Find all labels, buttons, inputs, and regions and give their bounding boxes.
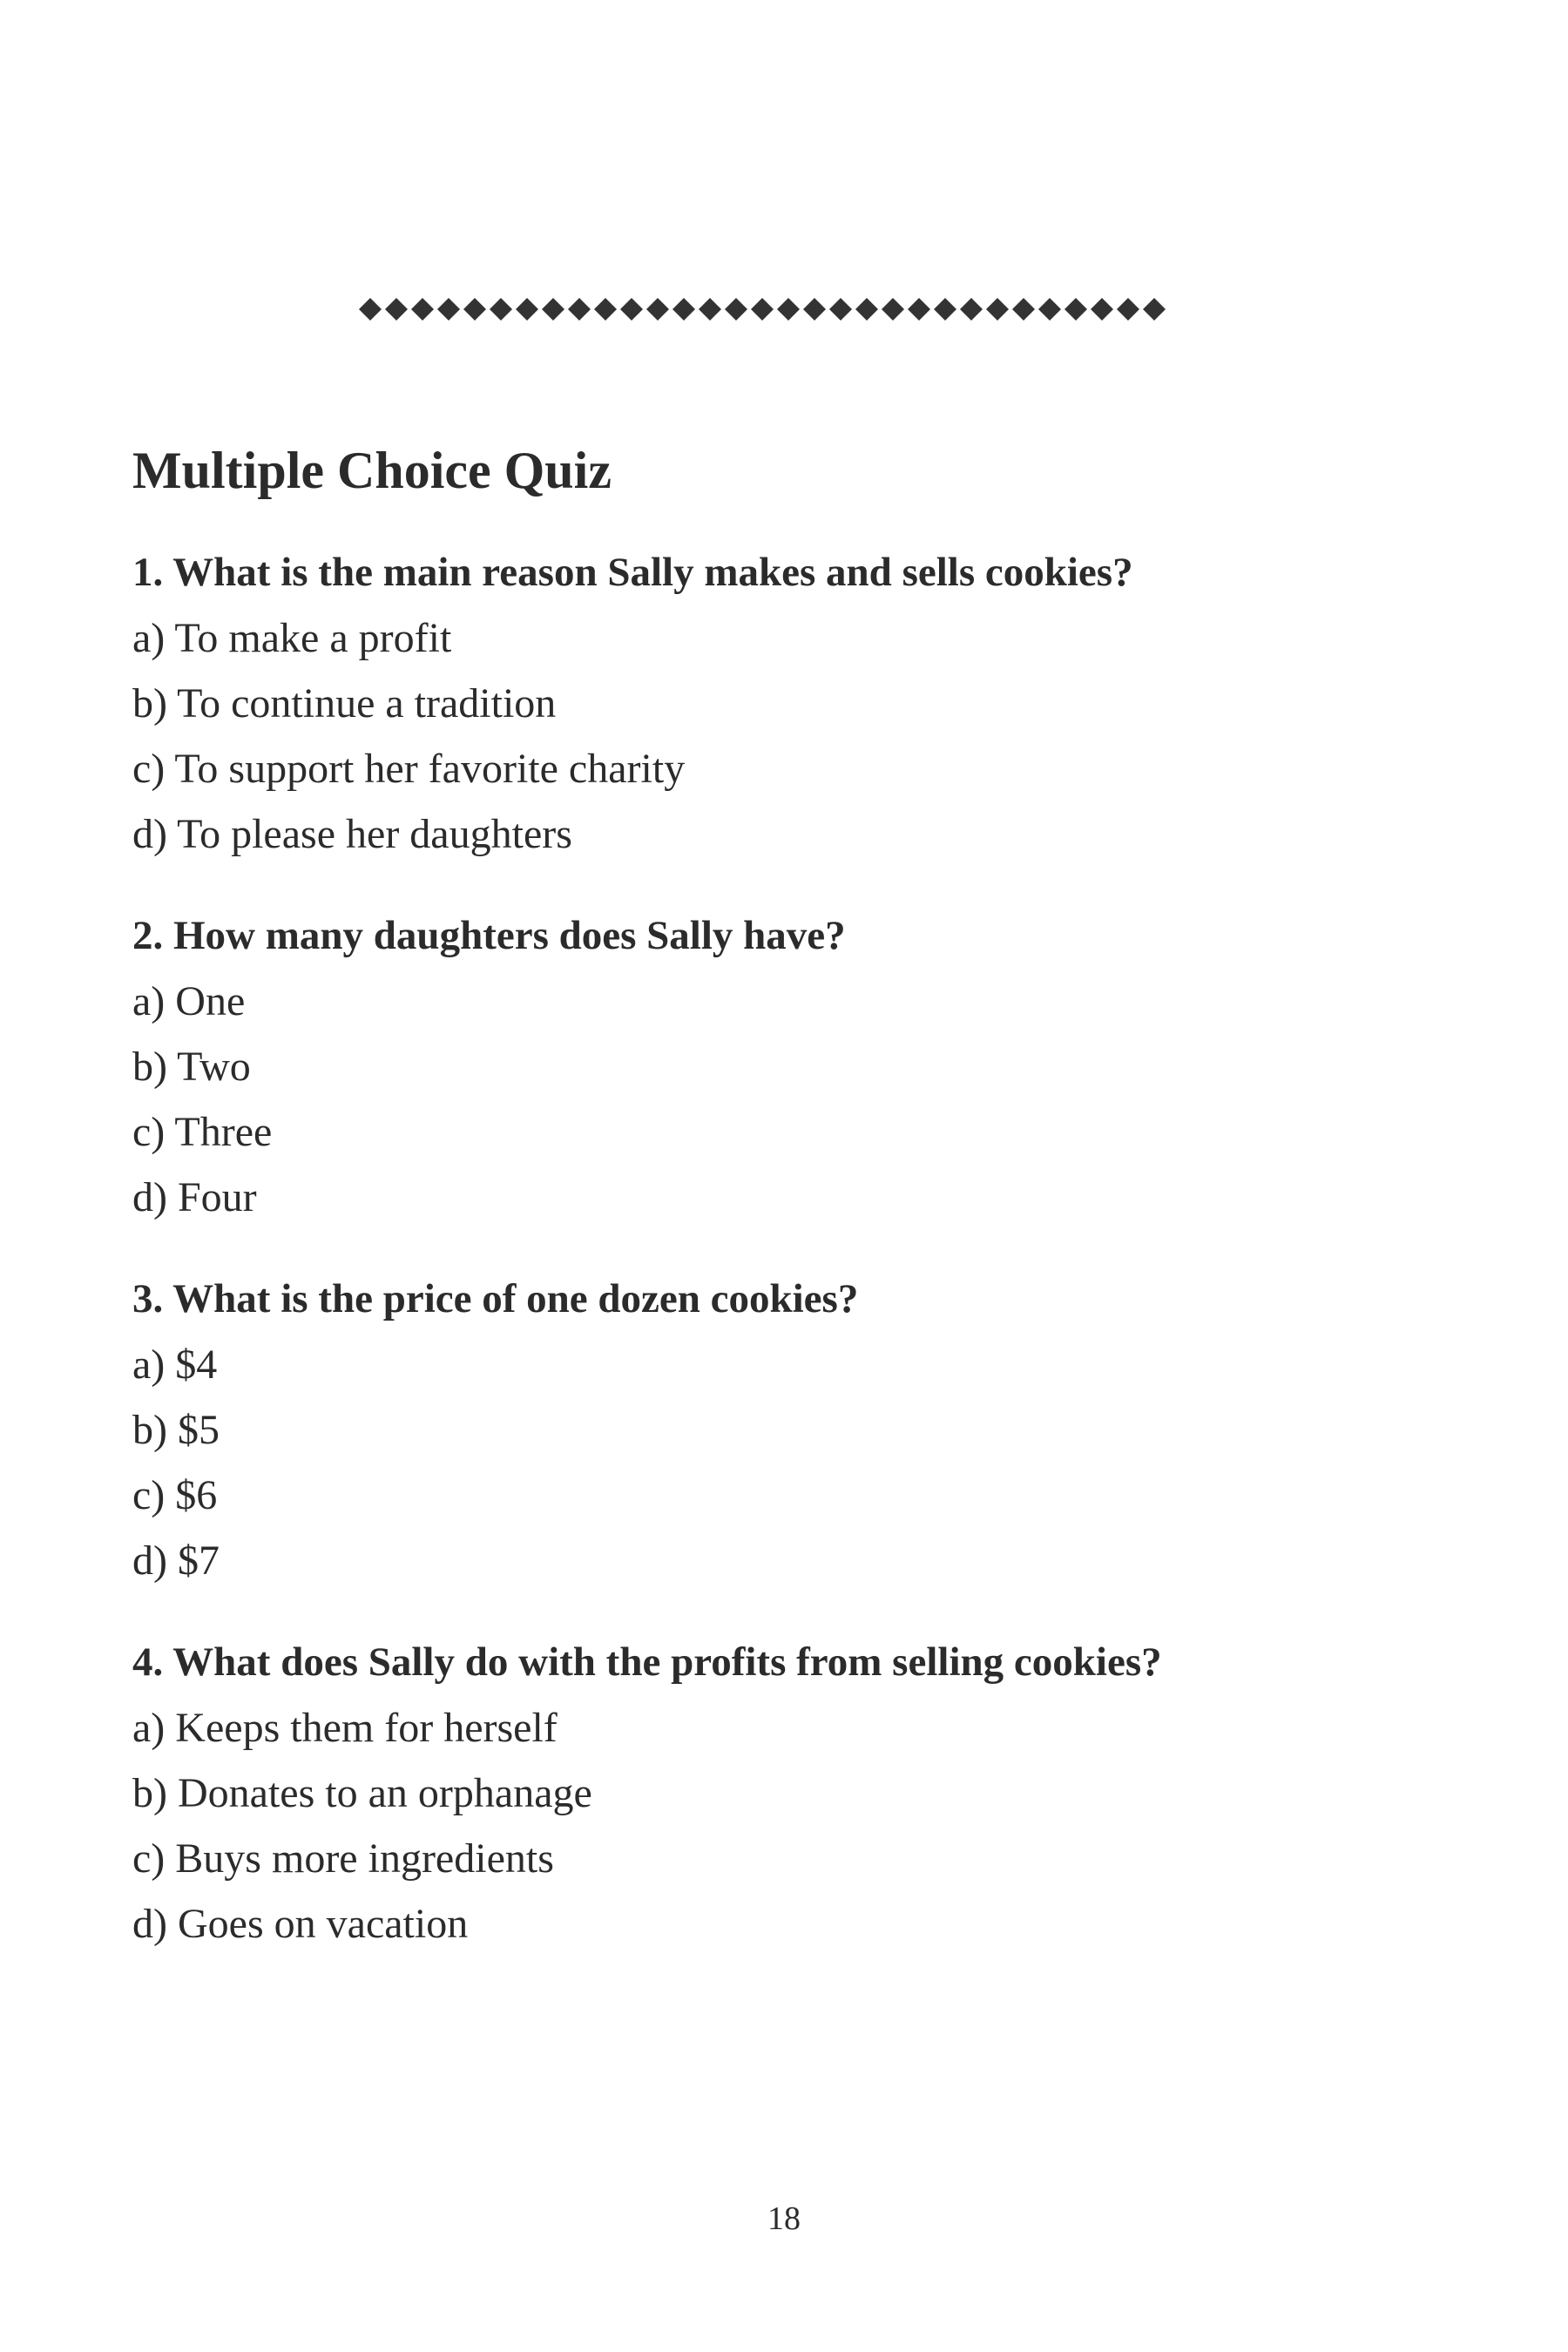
diamond-icon: [699, 298, 721, 321]
diamond-icon: [829, 298, 852, 321]
diamond-icon: [359, 298, 382, 321]
diamond-icon: [882, 298, 904, 321]
diamond-icon: [1143, 298, 1166, 321]
diamond-icon: [646, 298, 669, 321]
option-b: b) Donates to an orphanage: [132, 1770, 592, 1816]
question-text: 4. What does Sally do with the profits from selling cookies?: [132, 1639, 1162, 1685]
options-list: [132, 969, 1439, 1230]
diamond-icon: [620, 298, 643, 321]
option-b: b) Two: [132, 1044, 251, 1090]
option-a: a) Keeps them for herself: [132, 1705, 558, 1751]
diamond-icon: [1117, 298, 1139, 321]
diamond-icon: [803, 298, 826, 321]
diamond-row-icon: [357, 292, 1176, 327]
diamond-icon: [437, 298, 460, 321]
option-a: a) $4: [132, 1342, 218, 1388]
diamond-icon: [934, 298, 956, 321]
page-number: 18: [767, 2200, 801, 2237]
question-text: 2. How many daughters does Sally have?: [132, 913, 846, 958]
diamond-icon: [986, 298, 1009, 321]
options-list: [132, 1695, 1439, 1957]
quiz: [132, 540, 1439, 1993]
option-d: d) $7: [132, 1538, 220, 1584]
diamond-icon: [463, 298, 486, 321]
options-list: [132, 605, 1439, 867]
diamond-icon: [568, 298, 591, 321]
diamond-icon: [725, 298, 747, 321]
diamond-icon: [1012, 298, 1035, 321]
option-d: d) Four: [132, 1174, 257, 1220]
option-c: c) Three: [132, 1109, 273, 1155]
question-1: [132, 540, 1439, 867]
diamond-icon: [385, 298, 408, 321]
question-3: [132, 1267, 1439, 1593]
diamond-icon: [855, 298, 878, 321]
diamond-icon: [490, 298, 512, 321]
diamond-icon: [594, 298, 617, 321]
diamond-icon: [908, 298, 930, 321]
diamond-icon: [751, 298, 774, 321]
page-title: Multiple Choice Quiz: [132, 442, 612, 499]
diamond-icon: [542, 298, 564, 321]
diamond-icon: [672, 298, 695, 321]
question-2: [132, 903, 1439, 1230]
question-text: 3. What is the price of one dozen cookies?: [132, 1276, 859, 1321]
option-b: b) To continue a tradition: [132, 680, 557, 727]
question-4: [132, 1630, 1439, 1957]
option-d: d) Goes on vacation: [132, 1901, 469, 1947]
option-a: a) One: [132, 978, 246, 1024]
diamond-icon: [777, 298, 800, 321]
option-c: c) $6: [132, 1472, 218, 1518]
options-list: [132, 1332, 1439, 1593]
diamond-ornament-divider: [357, 292, 1176, 327]
option-c: c) Buys more ingredients: [132, 1835, 554, 1882]
diamond-icon: [516, 298, 538, 321]
question-text: 1. What is the main reason Sally makes and sells cookies?: [132, 550, 1133, 595]
diamond-icon: [411, 298, 434, 321]
diamond-icon: [1064, 298, 1087, 321]
option-a: a) To make a profit: [132, 615, 452, 661]
diamond-icon: [1038, 298, 1061, 321]
option-c: c) To support her favorite charity: [132, 746, 686, 792]
option-b: b) $5: [132, 1407, 220, 1453]
diamond-icon: [960, 298, 983, 321]
option-d: d) To please her daughters: [132, 811, 572, 857]
diamond-icon: [1091, 298, 1113, 321]
